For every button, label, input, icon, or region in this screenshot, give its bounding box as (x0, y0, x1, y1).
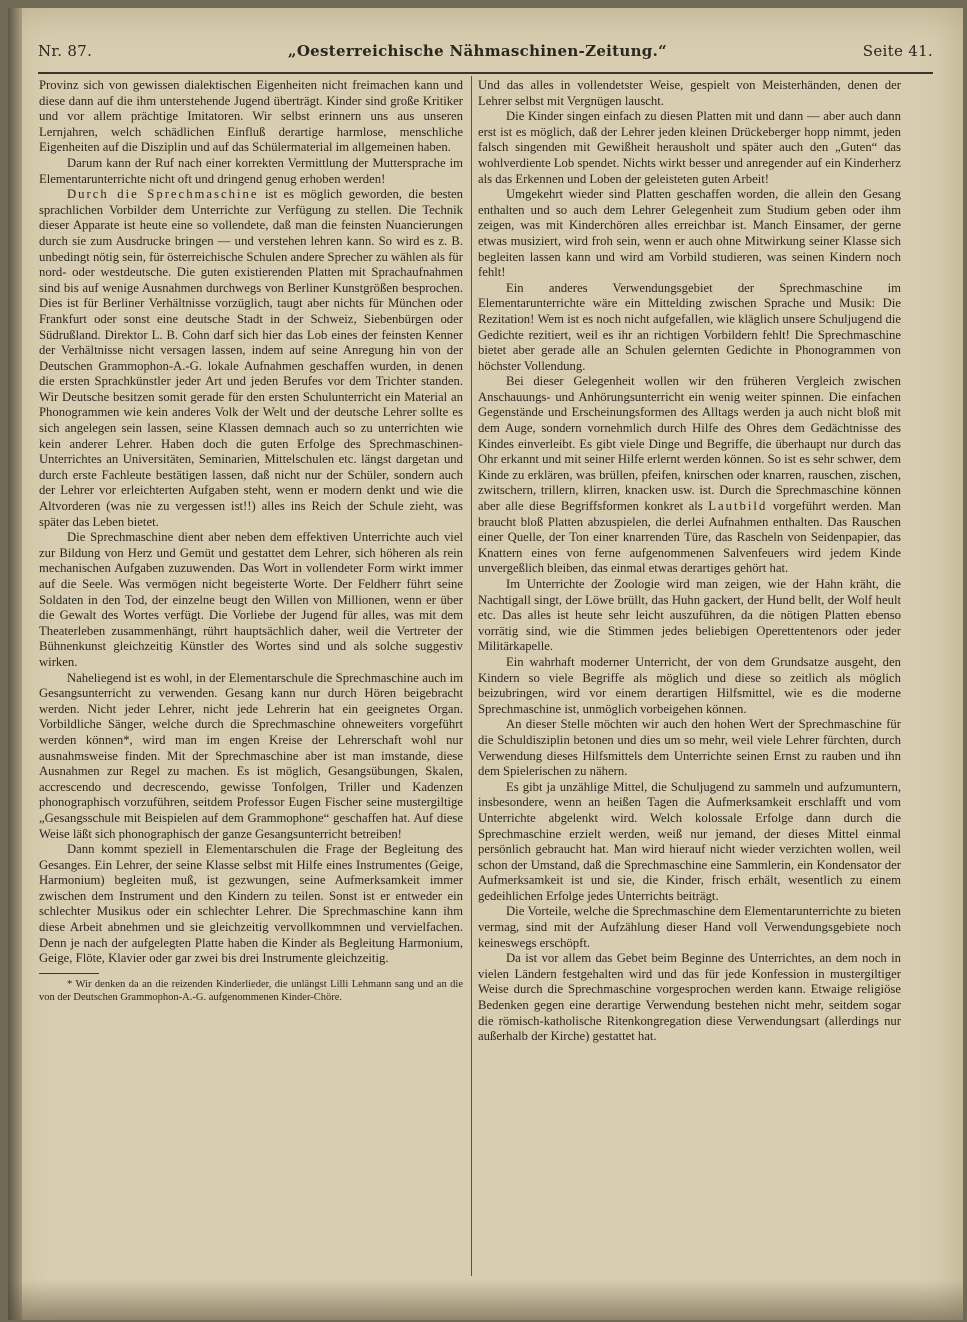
paragraph: Es gibt ja unzählige Mittel, die Schuljugend zu sammeln und aufzumuntern, insbesondere, wenn an heißen Tagen die Aufmerksamkeit erschlafft und vom Unterrichte abgelenkt wird. Welch kolossale Erfolge dann durch die Sprechmaschine erzielt werden, weiß nur jemand, der dieses Mittel einmal persönlich gebraucht hat. Man wird hierauf nicht wieder verzichten wollen, weil schon der Umstand, daß die Sprechmaschine eine Sammlerin, ein Kondensator der Aufmerksamkeit ist und sie, die Kinder, frisch erhält, wesentlich zu einem gedeihlichen Erfolge jedes Unterrichts beiträgt. (478, 779, 901, 903)
page-header (38, 42, 933, 68)
paragraph-text: vorgeführt werden. Man braucht bloß Platten abzuspielen, die derlei Aufnahmen enthalten. Das Rauschen einer Quelle, der Ton einer knarrenden Türe, das Rascheln von Seidenpapier, das Knattern eines von ferne aufgenommenen Salvenfeuers wird jedem Kinde unvergeßlich bleiben, das einmal etwas derartiges gehört hat. (478, 499, 902, 576)
paragraph: Im Unterrichte der Zoologie wird man zeigen, wie der Hahn kräht, die Nachtigall singt, der Löwe brüllt, das Huhn gackert, der Hund bellt, der Wolf heult etc. Das alles ist heute sehr leicht auszuführen, da die nötigen Platten ebenso vorrätig sind, wie die Stimmen jedes beliebigen Operettentenors oder jeder Militärkapelle. (478, 577, 901, 654)
binding-spine (8, 8, 22, 1320)
right-column (478, 78, 901, 1045)
paragraph: Und das alles in vollendetster Weise, gespielt von Meisterhänden, denen der Lehrer selbst mit Vergnügen lauscht. (478, 78, 901, 108)
paragraph: Die Sprechmaschine dient aber neben dem effektiven Unterrichte auch viel zur Bildung von Herz und Gemüt und gestattet dem Lehrer, sich höheren als rein mechanischen Aufgaben zuzuwenden. Das Wort in vollendeter Form wirkt immer auf die Seele. Was vermögen nicht begeisterte Worte. Der Feldherr führt seine Soldaten in den Tod, der einzelne beugt den Willen von Millionen, wenn er über die Gewalt des Wortes verfügt. Die Vorliebe der Jugend für alles, was mit dem Theaterleben zusammenhängt, rührt hauptsächlich daher, weil die Vertreter der Bühnenkunst gleichzeitig Künstler des Wortes sind und als solche suggestiv wirken. (39, 530, 463, 669)
spaced-emphasis: Lautbild (708, 499, 768, 514)
paragraph: An dieser Stelle möchten wir auch den hohen Wert der Sprechmaschine für die Schuldisziplin betonen und dies um so mehr, weil viele Lehrer fürchten, durch Verwendung dieses Hilfsmittels dem Unterrichte seinen Ernst zu rauben und ihn dem Spielerischen zu nähern. (478, 717, 901, 779)
paragraph: Dann kommt speziell in Elementarschulen die Frage der Begleitung des Gesanges. Ein Lehrer, der seine Klasse selbst mit Hilfe eines Instrumentes (Geige, Harmonium) begleiten muß, ist gezwungen, seine Aufmerksamkeit immer zwischen dem Instrument und den Kindern zu teilen. Sonst ist er entweder ein schlechter Musikus oder ein schlechter Lehrer. Die Sprechmaschine kann ihm diese Arbeit abnehmen und sie gleichzeitig vervollkommnen und vervielfachen. Denn je nach der aufgelegten Platte haben die Kinder als Begleitung Harmonium, Geige, Flöte, Klavier oder gar zwei bis drei Instrumente gleichzeitig. (39, 842, 463, 966)
paragraph (39, 187, 463, 530)
paragraph: Naheliegend ist es wohl, in der Elementarschule die Sprechmaschine auch im Gesangsunterricht zu verwenden. Gesang kann nur durch Hören beigebracht werden. Nicht jeder Lehrer, nicht jede Lehrerin hat ein geeignetes Organ. Vorbildliche Sänger, welche durch die Sprechmaschine ohneweiters vorgeführt werden können*, wird man im engen Kreise der Lehrerschaft wohl nur ausnahmsweise finden. Mit der Sprechmaschine aber ist man imstande, diese Ausnahmen zur Regel zu machen. Es ist möglich, Gesangsübungen, Skalen, accrescendo und decrescendo, gewisse Tonfolgen, Triller und Kadenzen phonographisch vorzuführen, seitdem Professor Eugen Fischer seine mustergiltige „Gesangsschule mit Beispielen auf dem Grammophone“ geschaffen hat. Auf diese Weise läßt sich phonographisch der ganze Gesangsunterricht betreiben! (39, 670, 463, 841)
paragraph: Ein wahrhaft moderner Unterricht, der von dem Grundsatze ausgeht, den Kindern so viele Begriffe als möglich und diese so zeitlich als möglich beizubringen, wird vor einem derartigen Hilfsmittel, wie es die moderne Sprechmaschine ist, unmöglich vorbeigehen können. (478, 654, 901, 716)
paragraph: Provinz sich von gewissen dialektischen Eigenheiten nicht freimachen kann und diese dann auf die ihm unterstehende Jugend überträgt. Kinder sind große Kritiker und vor allem prächtige Imitatoren. Wir selbst erinnern uns aus unseren Lernjahren, welch schädlichen Einfluß derartige harmlose, menschliche Eigenheiten auf die Disziplin und auf das Schülermaterial im allgemeinen haben. (39, 78, 463, 155)
paragraph: Die Kinder singen einfach zu diesen Platten mit und dann — aber auch dann erst ist es möglich, daß der Lehrer jeden kleinen Drückeberger hopp nimmt, jeden falsch singenden mit Gewißheit herausholt und später auch den „Guten“ das wohlverdiente Lob spendet. Nichts wirkt besser und anregender auf ein Kinderherz als das Erkennen und Loben der geleisteten guten Arbeit! (478, 109, 901, 186)
paragraph-text: ist es möglich geworden, die besten sprachlichen Vorbilder dem Unterrichte zur Verfügung zu stellen. Die Technik dieser Apparate ist heute eine so vollendete, daß man die feinsten Nuancierungen durch sie zum Ausdrucke bringen — und verstehen lehren kann. So wird es z. B. unbedingt nötig sein, für österreichische Schulen andere Sprecher zu wählen als für nord- oder westdeutsche. Die guten existierenden Platten mit Sprachaufnahmen sind bis auf wenige Ausnahmen durchwegs von Berliner Kunstgrößen besprochen. Dies ist für Berliner Verhältnisse vorzüglich, taugt aber nichts für München oder Frankfurt oder sonst eine deutsche Stadt in der Schweiz, Siebenbürgen oder Südrußland. Direktor L. B. Cohn darf sich hier das Lob eines der feinsten Kenner der Verhältnisse nicht versagen lassen, indem auf seine Anregung hin von der Deutschen Grammophon-A.-G. lokale Aufnahmen geschaffen wurden, in denen die ersten Sprachkünstler jeder Art und jeden Berufes vor dem Trichter standen. Wir Deutsche besitzen somit gerade für den ersten Schulunterricht ein Material an Phonogrammen wie kein anderes Volk der Welt und der deutsche Lehrer sollte es sich angelegen sein lassen, seine Klassen demnach auch so zu unterrichten wie kein anderer Lehrer. Haben doch die guten Erfolge des Sprechmaschinen-Unterrichtes an Universitäten, Seminarien, Mittelschulen etc. längst dargetan und durch erste Fachleute bestätigen lassen, daß nicht nur der Schüler, sondern auch der Lehrer vor erleichterten Aufgaben steht, wenn er modern denkt und wie die Altvorderen (was nie zu vergessen ist!!) alles ins Reich der Schule zieht, was später das Leben bietet. (39, 187, 463, 529)
footnote: * Wir denken da an die reizenden Kinderlieder, die unlängst Lilli Lehmann sang und an die von der Deutschen Grammophon-A.-G. aufgenommenen Kinder-Chöre. (39, 978, 463, 1003)
paragraph: Ein anderes Verwendungsgebiet der Sprechmaschine im Elementarunterrichte wäre ein Mittelding zwischen Sprache und Musik: Die Rezitation! Wem ist es noch nicht aufgefallen, wie kläglich unsere Schuljugend die Gedichte rezitiert, weil es ihr an richtigen Vorbildern fehlt! Die Sprechmaschine bietet aber gerade alle an Schulen gelernten Gedichte in Phonogrammen von höchster Vollendung. (478, 280, 901, 373)
paragraph-text: Bei dieser Gelegenheit wollen wir den früheren Vergleich zwischen Anschauungs- und Anhörungsunterricht ein wenig weiter spinnen. Die einfachen Gegenstände und Erscheinungsformen des Alltags werden ja auch nicht bloß mit dem Auge, sondern vornehmlich durch Hilfe des Ohres dem Gedächtnisse des Kindes einverleibt. Es gibt viele Dinge und Begriffe, die überhaupt nur durch das Ohr erkannt und mit seiner Hilfe erlernt werden können. So ist es sehr schwer, dem Kinde zu erklären, was brüllen, pfeifen, knirschen oder knarren, rauschen, zischen, zwitschern, trillern, klirren, knacken usw. ist. Durch die Sprechmaschine können aber alle diese Begriffsformen konkret als (478, 374, 901, 514)
left-column (39, 78, 463, 1004)
footnote-rule (39, 973, 99, 974)
page-edge-shadow (8, 1280, 963, 1320)
issue-number: Nr. 87. (38, 42, 93, 60)
newspaper-page (8, 8, 963, 1320)
page-number: Seite 41. (862, 42, 933, 60)
paragraph: Die Vorteile, welche die Sprechmaschine dem Elementarunterrichte zu bieten vermag, sind mit der Aufzählung dieser Hand voll Verwendungsgebiete noch keineswegs erschöpft. (478, 904, 901, 950)
paragraph: Darum kann der Ruf nach einer korrekten Vermittlung der Muttersprache im Elementarunterrichte nicht oft und dringend genug erhoben werden! (39, 155, 463, 186)
spaced-emphasis: Durch die Sprechmaschine (67, 187, 259, 202)
paragraph: Da ist vor allem das Gebet beim Beginne des Unterrichtes, an dem noch in vielen Ländern festgehalten wird und das für jede Konfession in mustergiltiger Weise durch die Sprechmaschine vorgesprochen werden kann. Etwaige religiöse Bedenken gegen eine derartige Verwendung bestehen nicht mehr, seitdem sogar die römisch-katholische Ritenkongregation diese Verwendungsart (allerdings nur außerhalb der Kirche) gestattet hat. (478, 951, 901, 1044)
newspaper-title: „Oesterreichische Nähmaschinen-Zeitung.“ (287, 42, 668, 60)
column-divider (471, 76, 472, 1276)
paragraph (478, 374, 901, 577)
header-rule (38, 72, 933, 74)
paragraph: Umgekehrt wieder sind Platten geschaffen worden, die allein den Gesang enthalten und so auch dem Lehrer Gelegenheit zum Studium geben oder ihm zeigen, was mit Kinderchören alles erreichbar ist. Manch Einsamer, der gerne etwas musiziert, wird froh sein, wenn er auch ohne Mitwirkung seiner Klasse sich begleiten lassen kann und wird am Vorbild studieren, was seinen Kindern noch fehlt! (478, 187, 901, 280)
